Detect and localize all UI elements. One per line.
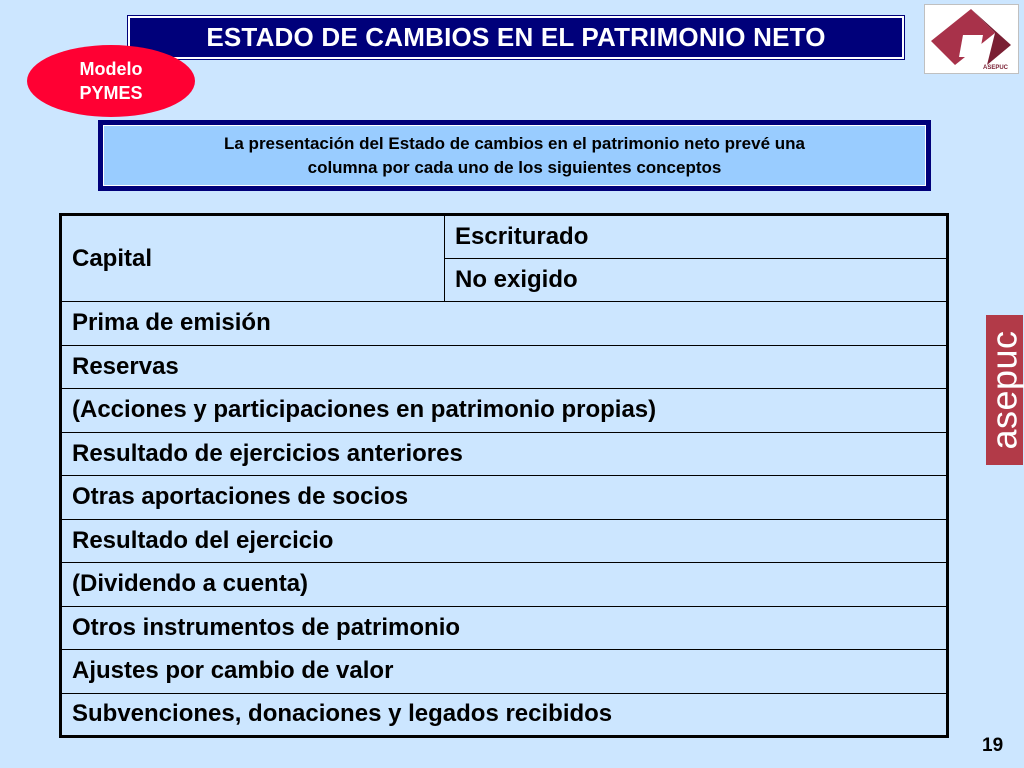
logo-text: ASEPUC bbox=[983, 65, 1009, 71]
page-title-text: ESTADO DE CAMBIOS EN EL PATRIMONIO NETO bbox=[206, 22, 826, 52]
concept-cell: Otros instrumentos de patrimonio bbox=[61, 606, 948, 650]
concept-cell: Resultado del ejercicio bbox=[61, 519, 948, 563]
page-number: 19 bbox=[982, 735, 1004, 756]
concept-cell: Resultado de ejercicios anteriores bbox=[61, 432, 948, 476]
badge-line-1: Modelo bbox=[79, 59, 143, 79]
model-badge bbox=[27, 45, 195, 117]
table-row bbox=[61, 606, 948, 650]
intro-text bbox=[103, 125, 926, 186]
intro-line-2: columna por cada uno de los siguientes conceptos bbox=[307, 157, 722, 177]
page-title bbox=[128, 16, 904, 59]
table-row bbox=[61, 389, 948, 433]
concept-cell: Otras aportaciones de socios bbox=[61, 476, 948, 520]
concept-cell: Ajustes por cambio de valor bbox=[61, 650, 948, 694]
side-brand-label bbox=[983, 315, 1024, 465]
table-row bbox=[61, 215, 948, 259]
table-row bbox=[61, 432, 948, 476]
concepts-table bbox=[59, 213, 949, 738]
table-row bbox=[61, 345, 948, 389]
concept-cell: (Acciones y participaciones en patrimonio propias) bbox=[61, 389, 948, 433]
table-row bbox=[61, 650, 948, 694]
side-brand-text: asepuc bbox=[983, 330, 1024, 450]
concept-cell: Prima de emisión bbox=[61, 302, 948, 346]
badge-line-2: PYMES bbox=[79, 83, 143, 103]
table-row bbox=[61, 563, 948, 607]
concept-cell: Reservas bbox=[61, 345, 948, 389]
table-row bbox=[61, 693, 948, 737]
capital-sub-cell: No exigido bbox=[445, 258, 948, 302]
table-row bbox=[61, 302, 948, 346]
capital-sub-cell: Escriturado bbox=[445, 215, 948, 259]
capital-cell: Capital bbox=[61, 215, 445, 302]
table-row bbox=[61, 519, 948, 563]
asepuc-logo-icon bbox=[924, 4, 1019, 74]
intro-box bbox=[98, 120, 931, 191]
logo-graphic bbox=[925, 5, 1018, 73]
table-row bbox=[61, 476, 948, 520]
concept-cell: (Dividendo a cuenta) bbox=[61, 563, 948, 607]
concept-cell: Subvenciones, donaciones y legados recibidos bbox=[61, 693, 948, 737]
intro-line-1: La presentación del Estado de cambios en el patrimonio neto prevé una bbox=[224, 133, 805, 153]
